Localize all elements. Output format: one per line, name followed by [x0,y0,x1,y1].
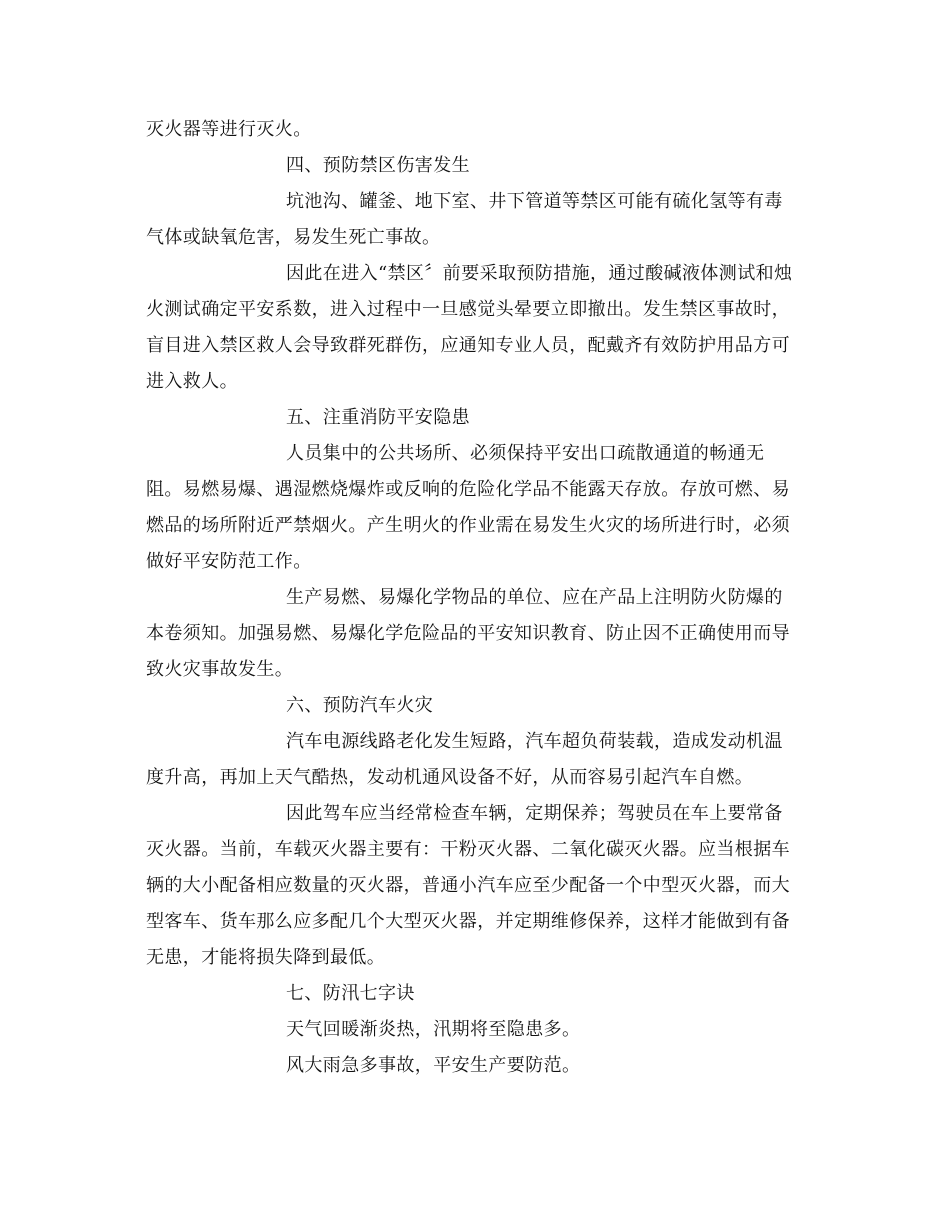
text-line: 型客车、货车那么应多配几个大型灭火器，并定期维修保养，这样才能做到有备 [146,911,790,932]
document-body [146,112,806,1084]
text-line: 天气回暖渐炎热，汛期将至隐患多。 [286,1019,581,1040]
text-line: 度升高，再加上天气酷热，发动机通风设备不好，从而容易引起汽车自燃。 [146,767,754,788]
text-line: 做好平安防范工作。 [146,551,312,572]
text-line: 本卷须知。加强易燃、易爆化学危险品的平安知识教育、防止因不正确使用而导 [146,623,790,644]
text-line: 坑池沟、罐釜、地下室、井下管道等禁区可能有硫化氢等有毒 [286,191,783,212]
text-line: 因此驾车应当经常检查车辆，定期保养；驾驶员在车上要常备 [286,803,783,824]
text-line: 人员集中的公共场所、必须保持平安出口疏散通道的畅通无 [286,443,765,464]
text-line: 风大雨急多事故，平安生产要防范。 [286,1055,581,1076]
text-line: 无患，才能将损失降到最低。 [146,947,386,968]
text-line: 灭火器等进行灭火。 [146,119,312,140]
text-line: 阻。易燃易爆、遇湿燃烧爆炸或反响的危险化学品不能露天存放。存放可燃、易 [146,479,790,500]
text-line: 气体或缺氧危害，易发生死亡事故。 [146,227,441,248]
section-heading: 五、注重消防平安隐患 [286,407,470,428]
section-heading: 六、预防汽车火灾 [286,695,434,716]
text-line: 汽车电源线路老化发生短路，汽车超负荷装载，造成发动机温 [286,731,783,752]
text-line: 进入救人。 [146,371,238,392]
text-line: 火测试确定平安系数，进入过程中一旦感觉头晕要立即撤出。发生禁区事故时， [146,299,790,320]
text-line: 燃品的场所附近严禁烟火。产生明火的作业需在易发生火灾的场所进行时，必须 [146,515,790,536]
text-line: 盲目进入禁区救人会导致群死群伤，应通知专业人员，配戴齐有效防护用品方可 [146,335,790,356]
section-heading: 七、防汛七字诀 [286,983,415,1004]
section-heading: 四、预防禁区伤害发生 [286,155,470,176]
text-line: 辆的大小配备相应数量的灭火器，普通小汽车应至少配备一个中型灭火器，而大 [146,875,790,896]
text-line: 生产易燃、易爆化学物品的单位、应在产品上注明防火防爆的 [286,587,783,608]
text-line: 致火灾事故发生。 [146,659,294,680]
text-line: 因此在进入“禁区〞前要采取预防措施，通过酸碱液体测试和烛 [286,263,793,284]
text-line: 灭火器。当前，车载灭火器主要有：干粉灭火器、二氧化碳灭火器。应当根据车 [146,839,790,860]
